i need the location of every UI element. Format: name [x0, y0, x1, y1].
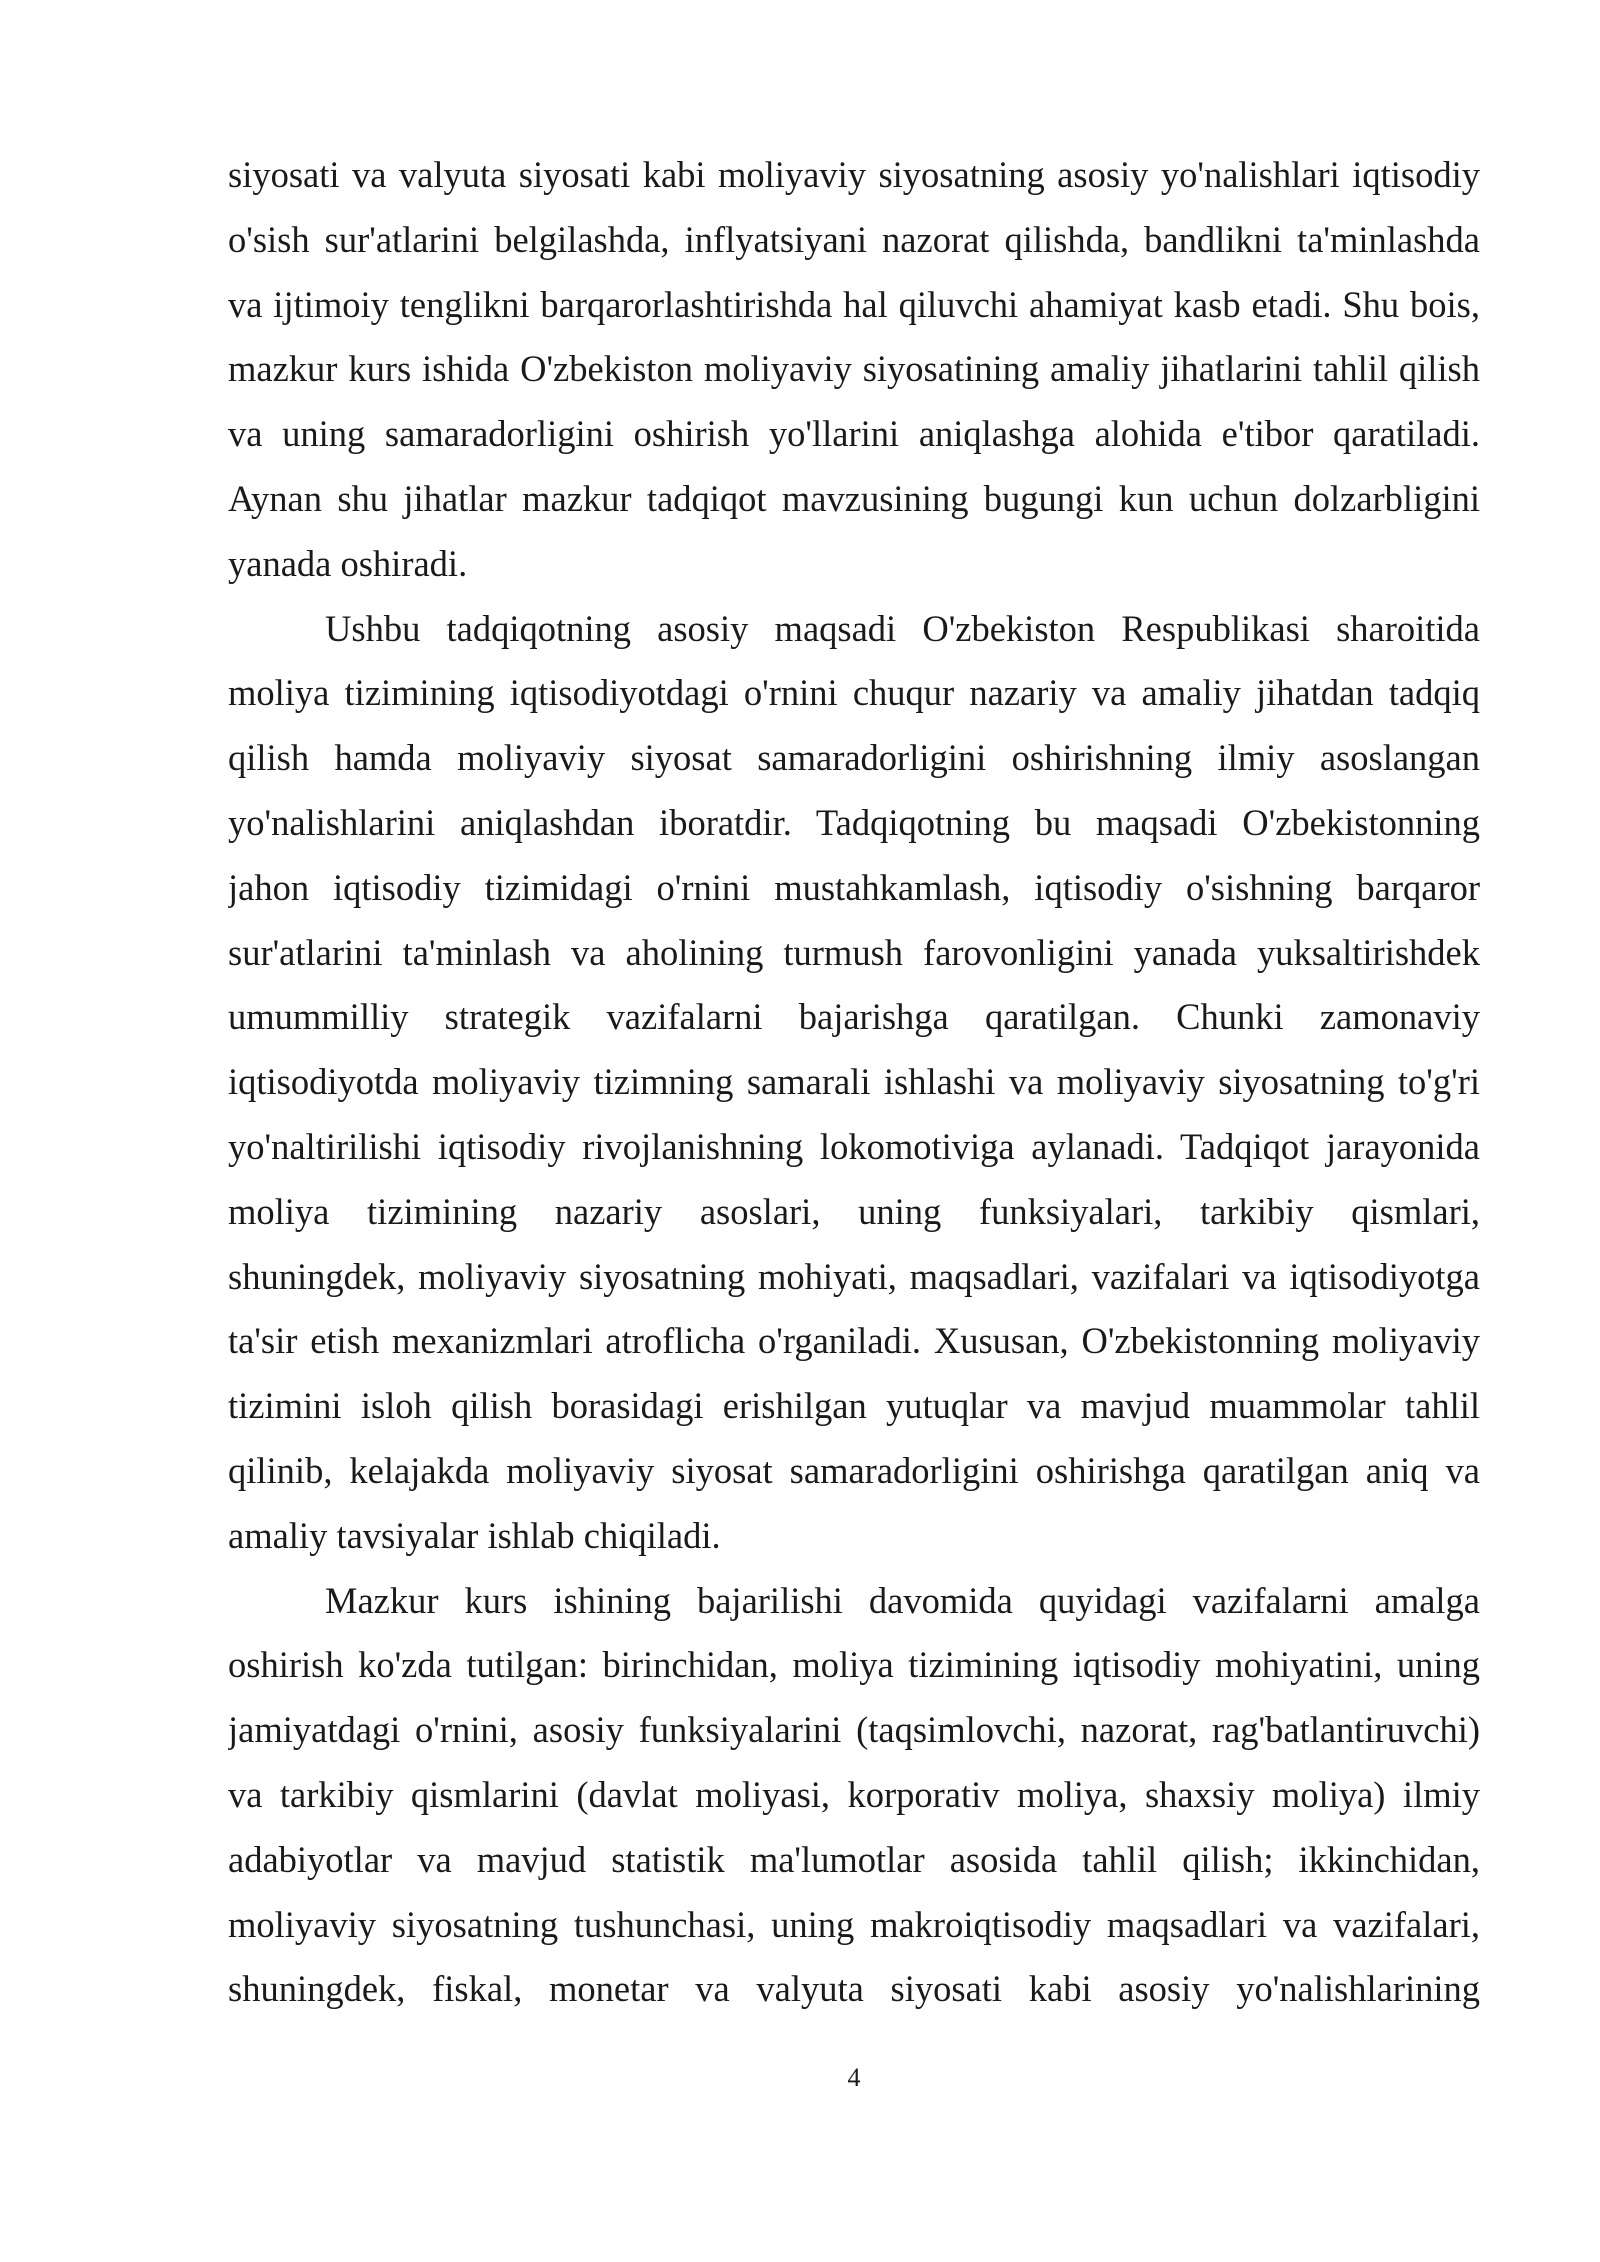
text-line: qilish hamda moliyaviy siyosat samaradorligini oshirishning ilmiy asoslangan	[228, 737, 1480, 779]
text-line: shuningdek, fiskal, monetar va valyuta siyosati kabi asosiy yo'nalishlarining	[228, 1968, 1480, 2010]
text-line: siyosati va valyuta siyosati kabi moliyaviy siyosatning asosiy yo'nalishlari iqtisodiy	[228, 154, 1480, 195]
text-line: iqtisodiyotda moliyaviy tizimning samarali ishlashi va moliyaviy siyosatning to'g'ri	[228, 1061, 1480, 1103]
text-line: jamiyatdagi o'rnini, asosiy funksiyalarini (taqsimlovchi, nazorat, rag'batlantiruvchi)	[228, 1709, 1480, 1751]
text-line: amaliy tavsiyalar ishlab chiqiladi.	[228, 1514, 721, 1556]
page-number: 4	[847, 2063, 861, 2092]
paragraph	[228, 597, 1480, 1569]
text-line: umummilliy strategik vazifalarni bajarishga qaratilgan. Chunki zamonaviy	[228, 996, 1480, 1038]
text-line: Aynan shu jihatlar mazkur tadqiqot mavzusining bugungi kun uchun dolzarbligini	[228, 477, 1480, 519]
text-line: moliya tizimining iqtisodiyotdagi o'rnini chuqur nazariy va amaliy jihatdan tadqiq	[228, 672, 1480, 714]
text-line: moliyaviy siyosatning tushunchasi, uning makroiqtisodiy maqsadlari va vazifalari,	[228, 1903, 1480, 1945]
body-text	[228, 143, 1480, 2022]
text-line: adabiyotlar va mavjud statistik ma'lumotlar asosida tahlil qilish; ikkinchidan,	[228, 1838, 1480, 1880]
text-line: yo'nalishlarini aniqlashdan iboratdir. Tadqiqotning bu maqsadi O'zbekistonning	[228, 801, 1480, 843]
text-line: shuningdek, moliyaviy siyosatning mohiyati, maqsadlari, vazifalari va iqtisodiyotga	[228, 1255, 1480, 1297]
text-line: Mazkur kurs ishining bajarilishi davomida quyidagi vazifalarni amalga	[325, 1579, 1480, 1621]
text-line: yanada oshiradi.	[228, 542, 468, 584]
text-line: qilinib, kelajakda moliyaviy siyosat samaradorligini oshirishga qaratilgan aniq va	[228, 1449, 1480, 1491]
text-line: va ijtimoiy tenglikni barqarorlashtirishda hal qiluvchi ahamiyat kasb etadi. Shu bois,	[228, 283, 1480, 325]
text-line: va uning samaradorligini oshirish yo'llarini aniqlashga alohida e'tibor qaratiladi.	[228, 413, 1480, 455]
text-line: moliya tizimining nazariy asoslari, uning funksiyalari, tarkibiy qismlari,	[228, 1190, 1480, 1232]
text-line: Ushbu tadqiqotning asosiy maqsadi O'zbekiston Respublikasi sharoitida	[325, 607, 1480, 649]
paragraph	[228, 1569, 1480, 2023]
text-line: ta'sir etish mexanizmlari atroflicha o'rganiladi. Xususan, O'zbekistonning moliyaviy	[228, 1320, 1480, 1362]
text-line: jahon iqtisodiy tizimidagi o'rnini mustahkamlash, iqtisodiy o'sishning barqaror	[228, 866, 1480, 908]
text-line: yo'naltirilishi iqtisodiy rivojlanishning lokomotiviga aylanadi. Tadqiqot jarayonida	[228, 1125, 1480, 1167]
text-line: va tarkibiy qismlarini (davlat moliyasi, korporativ moliya, shaxsiy moliya) ilmiy	[228, 1773, 1480, 1815]
text-line: oshirish ko'zda tutilgan: birinchidan, moliya tizimining iqtisodiy mohiyatini, uning	[228, 1644, 1480, 1686]
text-line: o'sish sur'atlarini belgilashda, inflyatsiyani nazorat qilishda, bandlikni ta'minlashda	[228, 218, 1480, 260]
text-line: sur'atlarini ta'minlash va aholining turmush farovonligini yanada yuksaltirishdek	[228, 931, 1480, 973]
text-line: mazkur kurs ishida O'zbekiston moliyaviy siyosatining amaliy jihatlarini tahlil qilish	[228, 348, 1480, 390]
paragraph	[228, 143, 1480, 597]
text-line: tizimini isloh qilish borasidagi erishilgan yutuqlar va mavjud muammolar tahlil	[228, 1385, 1480, 1427]
